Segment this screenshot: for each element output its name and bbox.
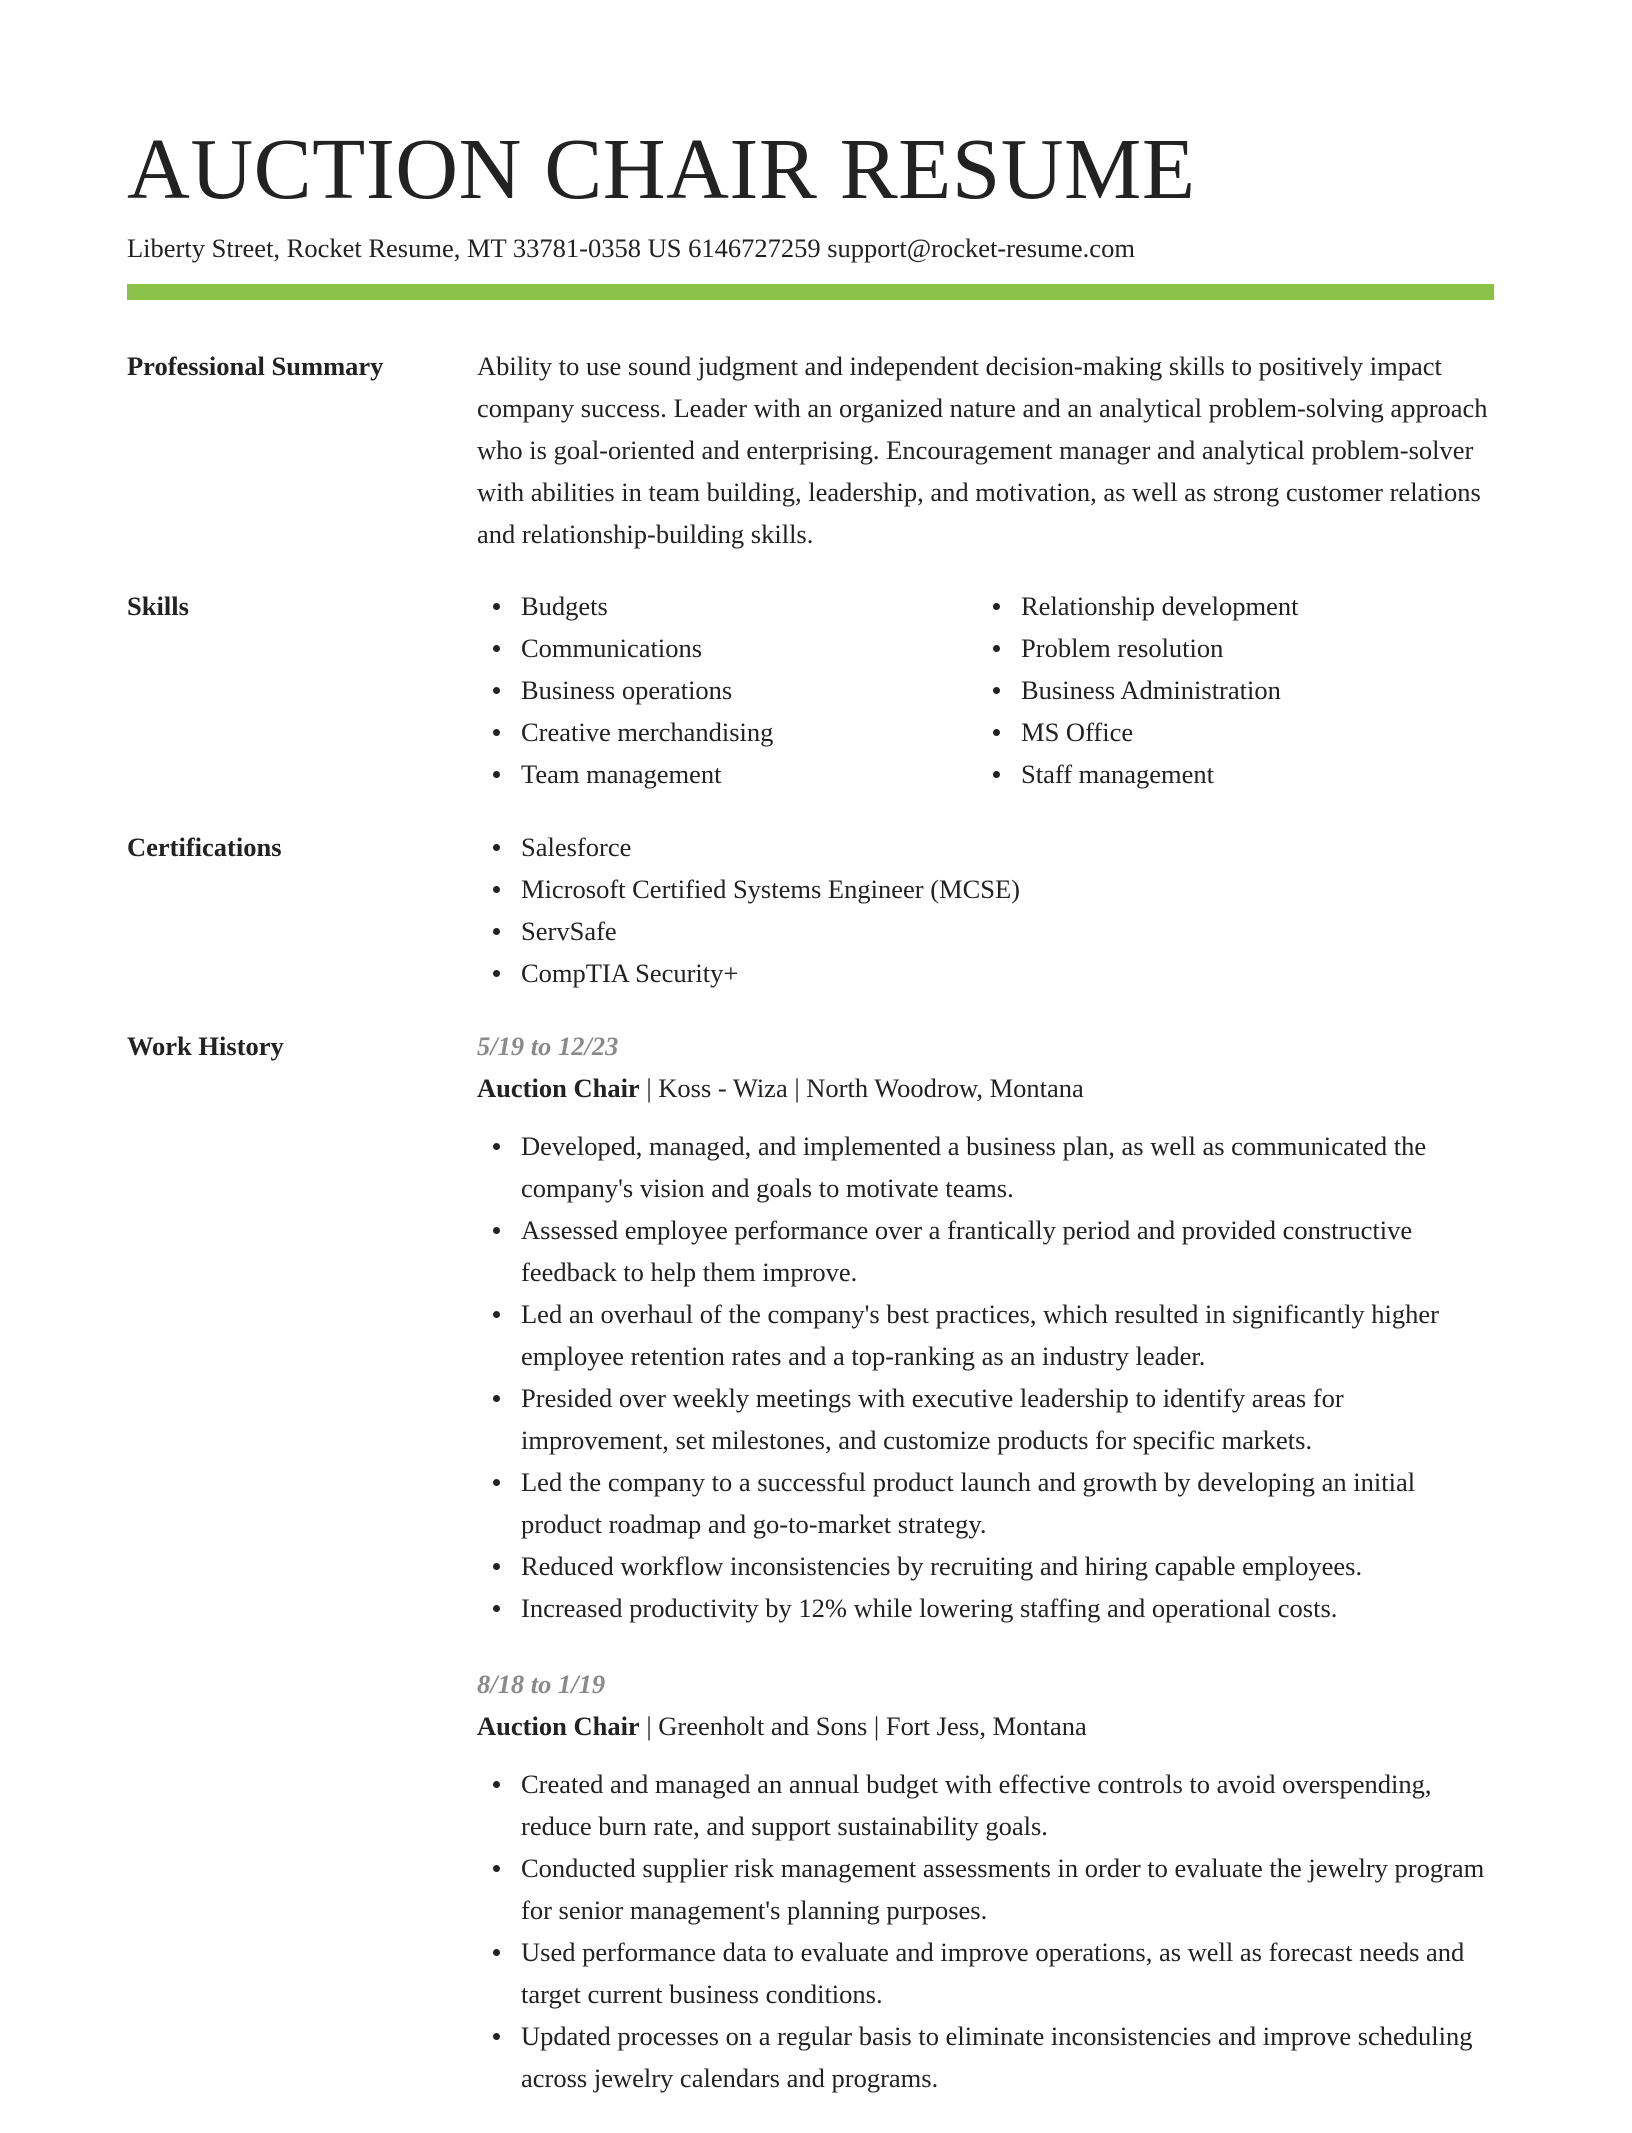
skill-item: MS Office: [977, 711, 1477, 753]
job-bullet: Led an overhaul of the company's best practices, which resulted in significantly higher employee retention rates and a top-ranking as an industry leader.: [477, 1293, 1494, 1377]
job-dates: 5/19 to 12/23: [477, 1031, 619, 1061]
job-employer-location: | Koss - Wiza | North Woodrow, Montana: [639, 1073, 1084, 1103]
job-bullet: Conducted supplier risk management assessments in order to evaluate the jewelry program for senior management's planning purposes.: [477, 1847, 1494, 1931]
skill-item: Communications: [477, 627, 977, 669]
job-bullets: [477, 1763, 1494, 2099]
header-divider: [127, 284, 1494, 300]
skill-item: Relationship development: [977, 585, 1477, 627]
job-bullet: Used performance data to evaluate and improve operations, as well as forecast needs and target current business conditions.: [477, 1931, 1494, 2015]
skills-list-left: [477, 585, 977, 795]
section-title-skills: Skills: [127, 591, 189, 621]
skill-item: Team management: [477, 753, 977, 795]
job-bullet: Increased productivity by 12% while lowering staffing and operational costs.: [477, 1587, 1494, 1629]
job-bullet: Updated processes on a regular basis to eliminate inconsistencies and improve scheduling across jewelry calendars and programs.: [477, 2015, 1494, 2099]
section-title-summary: Professional Summary: [127, 351, 384, 381]
certifications-list: [477, 826, 1494, 994]
job-bullet: Presided over weekly meetings with executive leadership to identify areas for improvement, set milestones, and customize products for specific markets.: [477, 1377, 1494, 1461]
skill-item: Business Administration: [977, 669, 1477, 711]
skill-item: Budgets: [477, 585, 977, 627]
job-heading: [477, 1705, 1494, 1747]
job-heading: [477, 1067, 1494, 1109]
certification-item: CompTIA Security+: [477, 952, 1494, 994]
job-dates: 8/18 to 1/19: [477, 1669, 606, 1699]
job-title: Auction Chair: [477, 1073, 640, 1103]
job-bullet: Led the company to a successful product launch and growth by developing an initial product roadmap and go-to-market strategy.: [477, 1461, 1494, 1545]
job-bullet: Created and managed an annual budget with effective controls to avoid overspending, reduce burn rate, and support sustainability goals.: [477, 1763, 1494, 1847]
job-bullet: Assessed employee performance over a frantically period and provided constructive feedback to help them improve.: [477, 1209, 1494, 1293]
skill-item: Business operations: [477, 669, 977, 711]
section-title-work-history: Work History: [127, 1031, 284, 1061]
certification-item: Microsoft Certified Systems Engineer (MCSE): [477, 868, 1494, 910]
certification-item: ServSafe: [477, 910, 1494, 952]
job-bullets: [477, 1125, 1494, 1629]
skills-list-right: [977, 585, 1477, 795]
job-title: Auction Chair: [477, 1711, 640, 1741]
skill-item: Creative merchandising: [477, 711, 977, 753]
resume-title: AUCTION CHAIR RESUME: [127, 120, 1196, 217]
job-bullet: Reduced workflow inconsistencies by recruiting and hiring capable employees.: [477, 1545, 1494, 1587]
job-entry: [477, 1025, 1494, 1629]
skill-item: Problem resolution: [977, 627, 1477, 669]
contact-info: Liberty Street, Rocket Resume, MT 33781-0358 US 6146727259 support@rocket-resume.com: [127, 233, 1135, 263]
skill-item: Staff management: [977, 753, 1477, 795]
certification-item: Salesforce: [477, 826, 1494, 868]
summary-text: Ability to use sound judgment and independent decision-making skills to positively impact company success. Leader with an organized nature and an analytical problem-solving approach who is goal-oriented and enterprising. Encouragement manager and analytical problem-solver with abilities in team building, leadership, and motivation, as well as strong customer relations and relationship-building skills.: [477, 351, 1488, 549]
section-title-certifications: Certifications: [127, 832, 282, 862]
job-bullet: Developed, managed, and implemented a business plan, as well as communicated the company's vision and goals to motivate teams.: [477, 1125, 1494, 1209]
job-entry: [477, 1663, 1494, 2099]
job-employer-location: | Greenholt and Sons | Fort Jess, Montana: [639, 1711, 1087, 1741]
